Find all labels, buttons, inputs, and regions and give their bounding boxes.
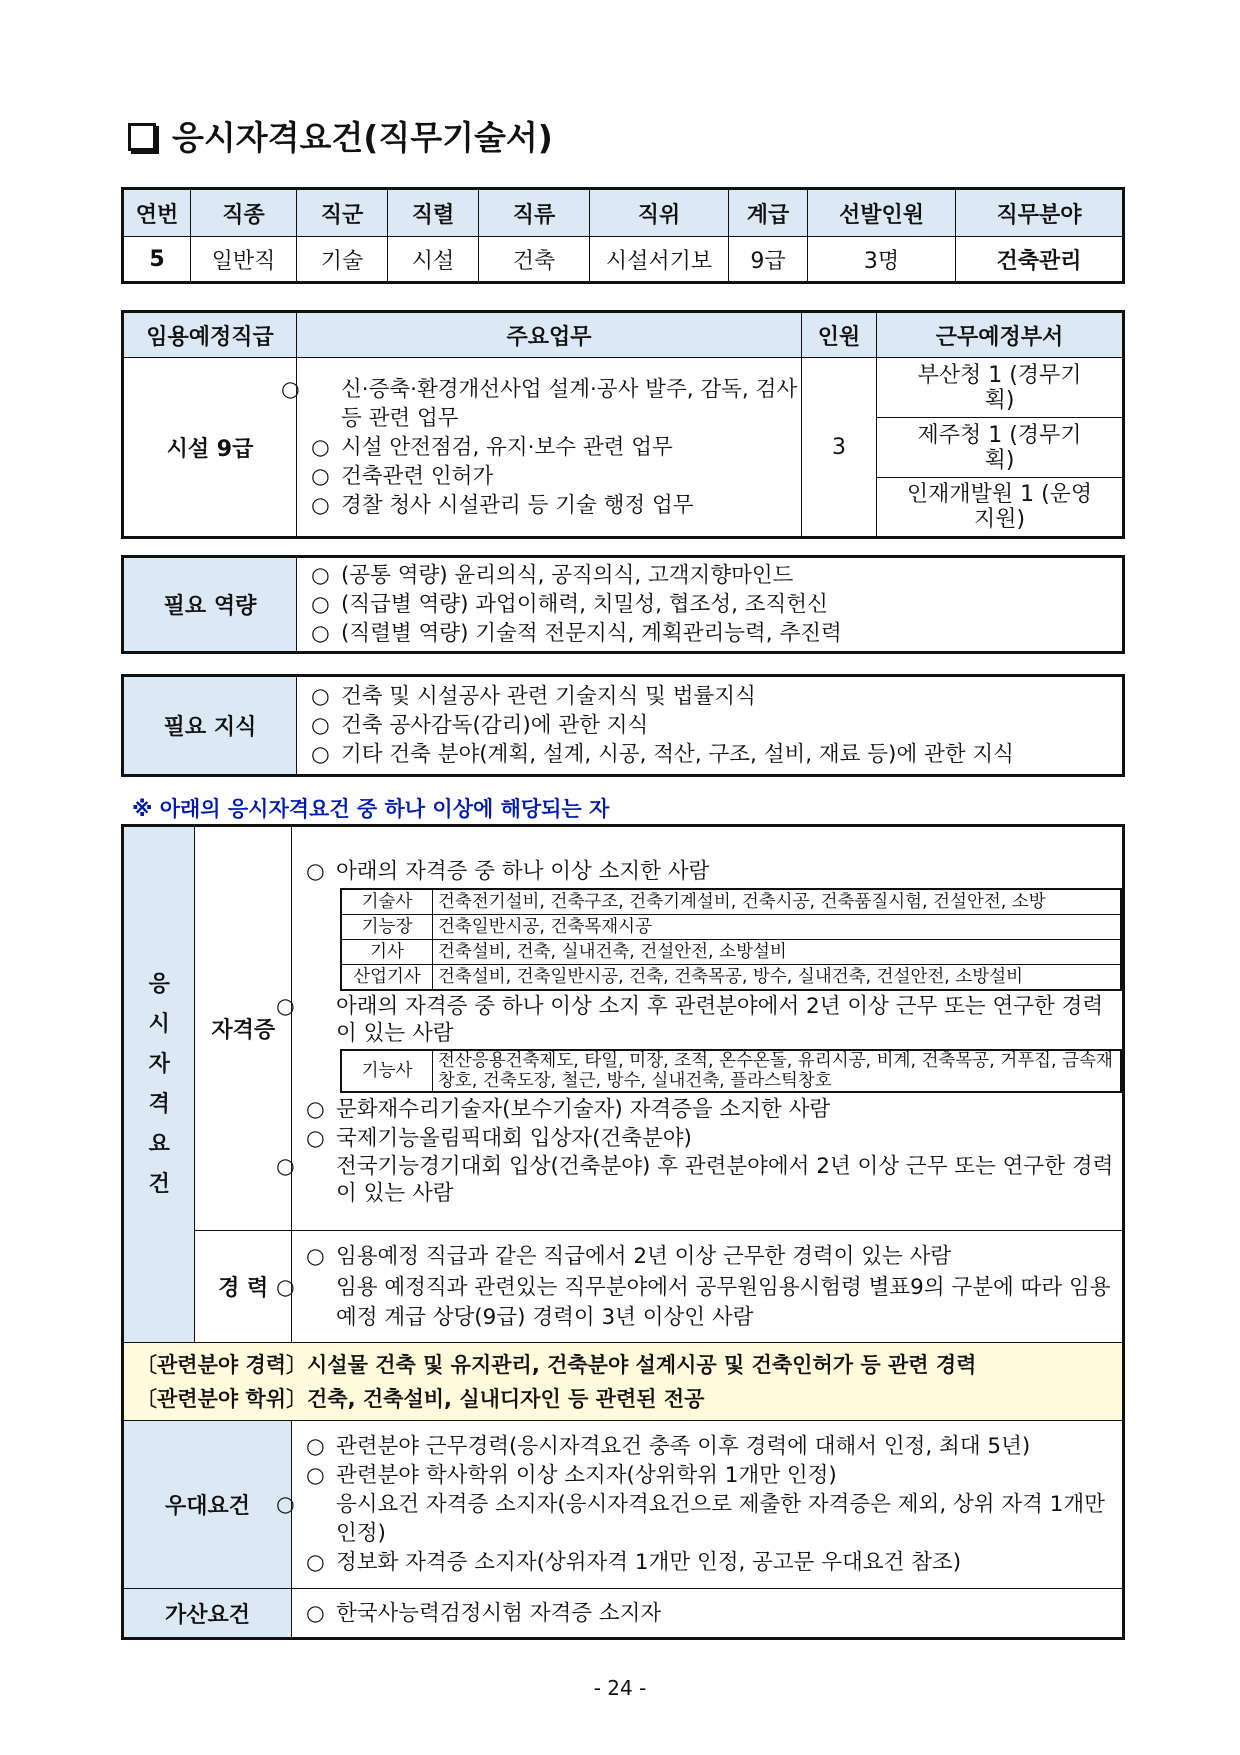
related-major-text: 〔관련분야 학위〕건축, 건축설비, 실내디자인 등 관련된 전공 bbox=[136, 1386, 705, 1411]
list-item: ○ 기타 건축 분야(계획, 설계, 시공, 적산, 구조, 설비, 재료 등)에 관한 지식 bbox=[311, 742, 1014, 767]
summary-header: 계급 bbox=[729, 189, 808, 237]
knowledge-items bbox=[297, 676, 1124, 776]
list-item: ○ 신·증축·환경개선사업 설계·공사 발주, 감독, 검사 등 관련 업무 bbox=[281, 376, 798, 431]
section-title-text: 응시자격요건(직무기술서) bbox=[172, 118, 553, 157]
list-item: ○ 건축관련 인허가 bbox=[311, 463, 494, 489]
preference-items bbox=[276, 1421, 1124, 1589]
related-career-text: 〔관련분야 경력〕시설물 건축 및 유지관리, 건축분야 설계시공 및 건축인허가 등 관련 경력 bbox=[136, 1352, 977, 1377]
preference-label: 우대요건 bbox=[123, 1421, 292, 1589]
summary-value: 5 bbox=[123, 237, 191, 283]
cert-table-row: 기술사 건축전기설비, 건축구조, 건축기계설비, 건축시공, 건축품질시험, 건설안전, 소방 bbox=[341, 889, 1121, 915]
competency-row bbox=[123, 557, 1124, 653]
list-item: ○ (공통 역량) 윤리의식, 공직의식, 고객지향마인드 bbox=[311, 563, 794, 588]
summary-header: 직군 bbox=[297, 189, 388, 237]
duty-header: 임용예정직급 bbox=[123, 312, 297, 358]
duty-header: 주요업무 bbox=[297, 312, 802, 358]
summary-value: 일반직 bbox=[191, 237, 297, 283]
duty-row bbox=[123, 358, 1124, 418]
duty-header: 인원 bbox=[802, 312, 877, 358]
page-number: - 24 - bbox=[593, 1676, 647, 1700]
list-item: ○ 경찰 청사 시설관리 등 기술 행정 업무 bbox=[311, 492, 694, 518]
summary-header-row bbox=[123, 189, 1124, 237]
summary-header: 선발인원 bbox=[808, 189, 956, 237]
list-item: ○ 관련분야 학사학위 이상 소지자(상위학위 1개만 인정) bbox=[306, 1463, 837, 1488]
summary-header: 직무분야 bbox=[956, 189, 1124, 237]
list-item: ○ 아래의 자격증 중 하나 이상 소지한 사람 bbox=[306, 858, 710, 884]
cert-table-2 bbox=[340, 1049, 1122, 1093]
duty-department: 제주청 1 (경무기획) bbox=[877, 418, 1124, 478]
summary-header: 직종 bbox=[191, 189, 297, 237]
notice-text: ※ 아래의 응시자격요건 중 하나 이상에 해당되는 자 bbox=[132, 797, 610, 821]
list-item: ○ 국제기능올림픽대회 입상자(건축분야) bbox=[306, 1125, 692, 1151]
cert-table-row: 기능장 건축일반시공, 건축목재시공 bbox=[341, 914, 1121, 939]
list-item: ○ 시설 안전점검, 유지·보수 관련 업무 bbox=[311, 434, 673, 460]
knowledge-label: 필요 지식 bbox=[123, 676, 297, 776]
duty-tasks bbox=[281, 358, 802, 538]
competency-table bbox=[121, 555, 1125, 654]
section-title bbox=[128, 112, 553, 159]
duty-count: 3 bbox=[802, 358, 877, 538]
competency-label: 필요 역량 bbox=[123, 557, 297, 653]
requirements-table bbox=[121, 824, 1125, 1640]
list-item: ○ (직렬별 역량) 기술적 전문지식, 계획관리능력, 추진력 bbox=[311, 621, 842, 646]
requirements-vertical-label: 응 시 자 격 요 건 bbox=[123, 826, 195, 1343]
cert-content bbox=[276, 826, 1124, 1231]
related-row bbox=[123, 1343, 1124, 1421]
list-item: ○ 정보화 자격증 소지자(상위자격 1개만 인정, 공고문 우대요건 참조) bbox=[306, 1550, 962, 1575]
preference-row bbox=[123, 1421, 1124, 1589]
summary-value: 시설 bbox=[388, 237, 479, 283]
cert-table-row: 기능사 전산응용건축제도, 타일, 미장, 조적, 온수온돌, 유리시공, 비계, 건축목공, 거푸집, 금속재창호, 건축도장, 철근, 방수, 실내건축, 플라스틱창호 bbox=[341, 1050, 1121, 1092]
list-item: ○ 한국사능력검정시험 자격증 소지자 bbox=[306, 1600, 662, 1626]
competency-items bbox=[297, 557, 1124, 653]
duty-header: 근무예정부서 bbox=[877, 312, 1124, 358]
knowledge-table bbox=[121, 674, 1125, 777]
bonus-items bbox=[292, 1589, 1124, 1639]
summary-header: 연번 bbox=[123, 189, 191, 237]
summary-header: 직류 bbox=[479, 189, 590, 237]
cert-table-row: 산업기사 건축설비, 건축일반시공, 건축, 건축목공, 방수, 실내건축, 건설안전, 소방설비 bbox=[341, 964, 1121, 990]
bonus-label: 가산요건 bbox=[123, 1589, 292, 1639]
career-content bbox=[276, 1231, 1124, 1343]
list-item: ○ 아래의 자격증 중 하나 이상 소지 후 관련분야에서 2년 이상 근무 또는 연구한 경력이 있는 사람 bbox=[276, 993, 1104, 1046]
cert-row bbox=[123, 826, 1124, 1231]
summary-value-row bbox=[123, 237, 1124, 283]
bonus-row bbox=[123, 1589, 1124, 1639]
career-label: 경 력 bbox=[195, 1231, 292, 1343]
related-field-box bbox=[123, 1343, 1124, 1421]
list-item: ○ 관련분야 근무경력(응시자격요건 충족 이후 경력에 대해서 인정, 최대 5년) bbox=[306, 1434, 1031, 1459]
list-item: ○ 건축 및 시설공사 관련 기술지식 및 법률지식 bbox=[311, 684, 756, 709]
summary-table bbox=[121, 187, 1125, 284]
list-item: ○ 전국기능경기대회 입상(건축분야) 후 관련분야에서 2년 이상 근무 또는 연구한 경력이 있는 사람 bbox=[276, 1153, 1114, 1206]
summary-value: 건축관리 bbox=[956, 237, 1124, 283]
summary-value: 건축 bbox=[479, 237, 590, 283]
duty-header-row bbox=[123, 312, 1124, 358]
list-item: ○ 건축 공사감독(감리)에 관한 지식 bbox=[311, 713, 649, 738]
duty-department: 부산청 1 (경무기획) bbox=[877, 358, 1124, 418]
checkbox-square-icon bbox=[128, 123, 156, 151]
list-item: ○ (직급별 역량) 과업이해력, 치밀성, 협조성, 조직헌신 bbox=[311, 592, 828, 617]
list-item: ○ 문화재수리기술자(보수기술자) 자격증을 소지한 사람 bbox=[306, 1096, 831, 1122]
summary-value: 9급 bbox=[729, 237, 808, 283]
list-item: ○ 임용 예정직과 관련있는 직무분야에서 공무원임용시험령 별표9의 구분에 따라 임용예정 계급 상당(9급) 경력이 3년 이상인 사람 bbox=[276, 1274, 1111, 1330]
cert-table-1 bbox=[340, 888, 1122, 991]
list-item: ○ 임용예정 직급과 같은 직급에서 2년 이상 근무한 경력이 있는 사람 bbox=[306, 1243, 952, 1269]
duty-department: 인재개발원 1 (운영지원) bbox=[877, 478, 1124, 538]
duty-table bbox=[121, 310, 1125, 539]
summary-value: 3명 bbox=[808, 237, 956, 283]
career-row bbox=[123, 1231, 1124, 1343]
list-item: ○ 응시요건 자격증 소지자(응시자격요건으로 제출한 자격증은 제외, 상위 자격 1개만 인정) bbox=[276, 1492, 1105, 1546]
summary-value: 시설서기보 bbox=[590, 237, 729, 283]
knowledge-row bbox=[123, 676, 1124, 776]
cert-table-row: 기사 건축설비, 건축, 실내건축, 건설안전, 소방설비 bbox=[341, 939, 1121, 964]
duty-grade: 시설 9급 bbox=[123, 358, 297, 538]
summary-header: 직렬 bbox=[388, 189, 479, 237]
cert-label: 자격증 bbox=[195, 826, 292, 1231]
summary-header: 직위 bbox=[590, 189, 729, 237]
summary-value: 기술 bbox=[297, 237, 388, 283]
